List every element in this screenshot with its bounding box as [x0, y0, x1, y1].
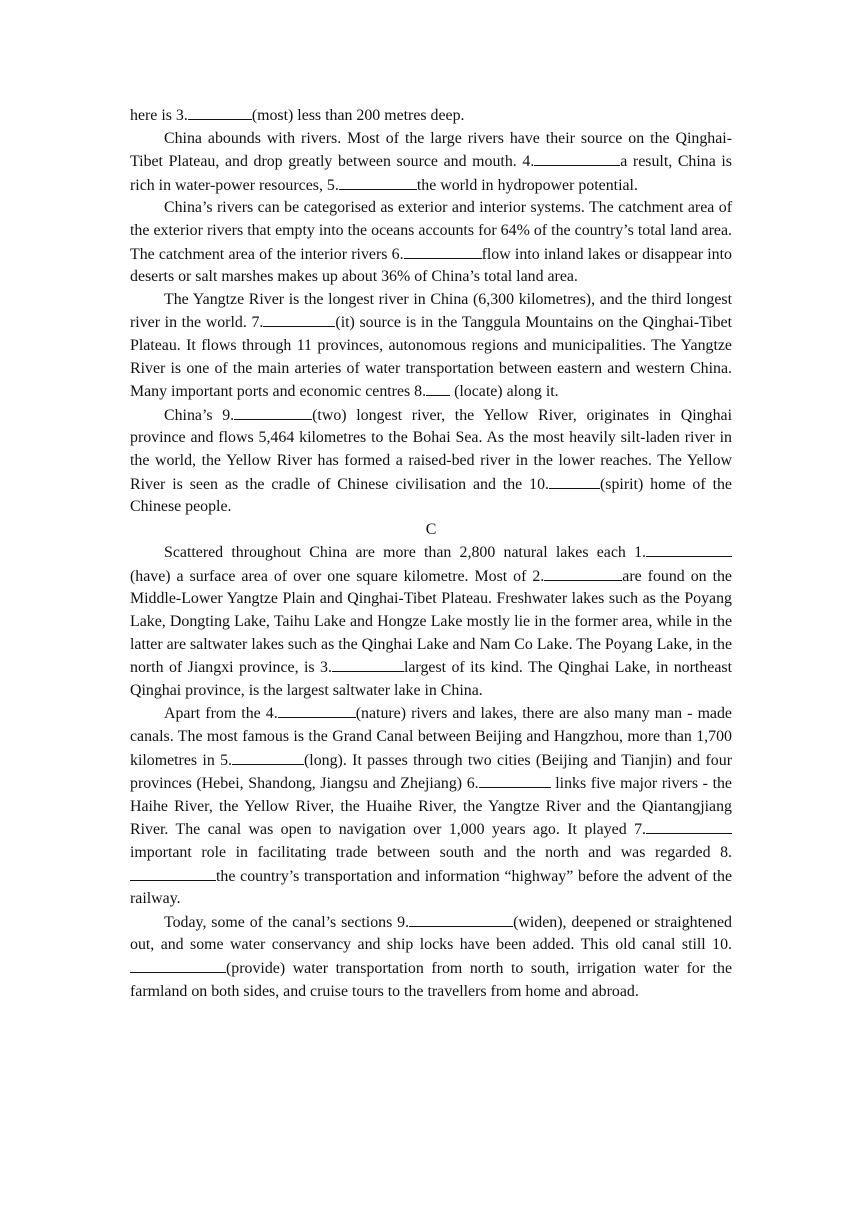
paragraph-text: Scattered throughout China are more than 2,800 natural lakes each 1.	[164, 544, 646, 562]
answer-blank[interactable]	[234, 404, 312, 420]
paragraph	[130, 289, 732, 404]
paragraph-text: here is 3.	[130, 107, 188, 124]
paragraph-text: China’s 9.	[164, 406, 235, 424]
answer-blank[interactable]	[130, 865, 216, 881]
answer-blank[interactable]	[549, 473, 600, 489]
paragraph-text: (two) longest river, the Yellow River, originates in Qinghai province and flows 5,464 kilometres to the Bohai Sea. As the most heavily silt-laden river in the world, the Yellow River has formed a raised-bed river in the lower reaches. The Yellow River is seen as the cradle of Chinese civilisation and the 10.	[130, 406, 732, 493]
paragraph-text: largest of its kind. The Qinghai Lake, in northeast Qinghai province, is the largest saltwater lake in China.	[130, 659, 732, 699]
paragraph-text: flow into inland lakes or disappear into deserts or salt marshes makes up about 36% of China’s total land area.	[130, 245, 732, 286]
answer-blank[interactable]	[188, 104, 252, 120]
passage-b-body	[130, 104, 732, 519]
answer-blank[interactable]	[130, 957, 226, 973]
answer-blank[interactable]	[534, 150, 620, 166]
section-heading-c: C	[425, 520, 437, 538]
paragraph-text: (provide) water transportation from north to south, irrigation water for the farmland on both sides, and cruise tours to the travellers from home and abroad.	[130, 959, 732, 1000]
answer-blank[interactable]	[263, 311, 335, 327]
answer-blank[interactable]	[409, 911, 513, 927]
paragraph-text: (locate) along it.	[450, 383, 559, 401]
paragraph	[130, 911, 732, 1003]
answer-blank[interactable]	[339, 174, 417, 190]
paragraph-text: Today, some of the canal’s sections 9.	[164, 913, 410, 931]
document-page	[130, 104, 732, 1003]
answer-blank[interactable]	[332, 656, 404, 672]
answer-blank[interactable]	[479, 772, 551, 788]
paragraph	[130, 702, 732, 910]
paragraph-text: are found on the Middle-Lower Yangtze Plain and Qinghai-Tibet Plateau. Freshwater lakes such as the Poyang Lake, Dongting Lake, Taihu Lake and Hongze Lake mostly lie in the former area, while in the latter are saltwater lakes such as the Qinghai Lake and Nam Co Lake. The Poyang Lake, in the north of Jiangxi province, is 3.	[130, 567, 733, 677]
answer-blank[interactable]	[278, 702, 356, 718]
answer-blank[interactable]	[232, 749, 304, 765]
answer-blank[interactable]	[426, 380, 450, 396]
paragraph-text: (widen), deepened or straightened out, and some water conservancy and ship locks have been added. This old canal still 10.	[130, 913, 732, 954]
paragraph	[130, 104, 732, 128]
paragraph-text: China’s rivers can be categorised as exterior and interior systems. The catchment area of the exterior rivers that empty into the oceans accounts for 64% of the country’s total land area. The catchment area of the interior rivers 6.	[130, 199, 732, 263]
paragraph-text: the world in hydropower potential.	[416, 176, 638, 194]
paragraph-text: (have) a surface area of over one square kilometre. Most of 2.	[130, 567, 545, 585]
paragraph-text: a result, China is rich in water-power resources, 5.	[130, 153, 732, 194]
paragraph-text: (spirit) home of the Chinese people.	[130, 475, 732, 516]
paragraph-text: China abounds with rivers. Most of the large rivers have their source on the Qinghai-Tibet Plateau, and drop greatly between source and mouth. 4.	[130, 129, 732, 171]
paragraph	[130, 197, 732, 288]
paragraph-text: (nature) rivers and lakes, there are also many man - made canals. The most famous is the Grand Canal between Beijing and Hangzhou, more than 1,700 kilometres in 5.	[130, 705, 732, 769]
paragraph	[130, 541, 732, 702]
paragraph-text: (it) source is in the Tanggula Mountains on the Qinghai-Tibet Plateau. It flows through 11 provinces, autonomous regions and municipalities. The Yangtze River is one of the main arteries of water transportation between eastern and western China. Many important ports and economic centres 8.	[130, 314, 733, 401]
paragraph-text: the country’s transportation and information “highway” before the advent of the railway.	[130, 867, 732, 908]
paragraph-text: The Yangtze River is the longest river in China (6,300 kilometres), and the third longest river in the world. 7.	[130, 290, 732, 332]
answer-blank[interactable]	[646, 818, 732, 834]
paragraph-text: (long). It passes through two cities (Beijing and Tianjin) and four provinces (Hebei, Shandong, Jiangsu and Zhejiang) 6.	[130, 751, 732, 793]
answer-blank[interactable]	[404, 243, 482, 259]
paragraph	[130, 404, 732, 519]
paragraph-text: Apart from the 4.	[164, 705, 278, 723]
paragraph-text: (most) less than 200 metres deep.	[251, 107, 465, 124]
paragraph	[130, 128, 732, 198]
paragraph-text: important role in facilitating trade between south and the north and was regarded 8.	[130, 844, 732, 861]
answer-blank[interactable]	[544, 565, 622, 581]
answer-blank[interactable]	[646, 541, 732, 557]
passage-c-body	[130, 541, 732, 1003]
paragraph-text: links five major rivers - the Haihe River, the Yellow River, the Huaihe River, the Yangtze River and the Qiantangjiang River. The canal was open to navigation over 1,000 years ago. It played 7.	[130, 775, 732, 839]
